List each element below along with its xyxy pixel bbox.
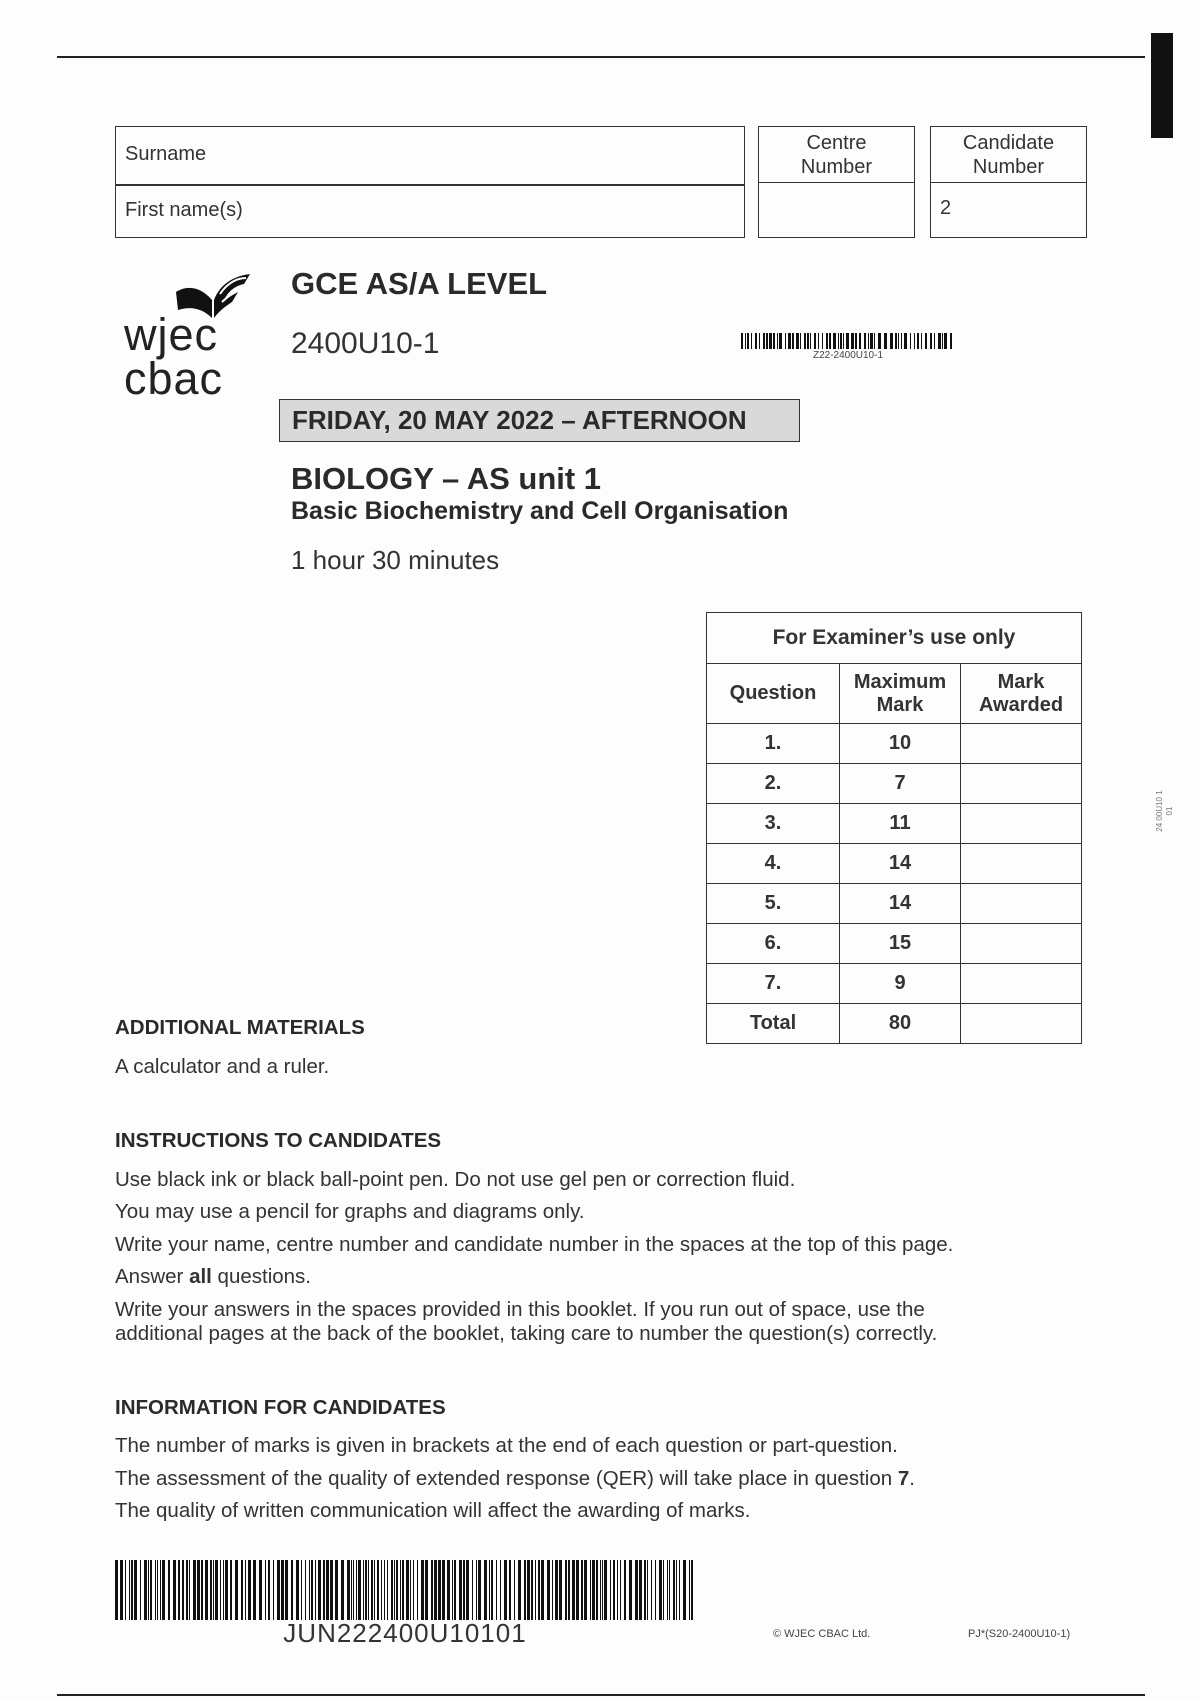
name-box [115, 126, 745, 238]
table-row [707, 804, 1082, 844]
first-names-label: First name(s) [125, 199, 243, 221]
top-rule [57, 56, 1145, 58]
table-row [707, 844, 1082, 884]
additional-materials-heading: ADDITIONAL MATERIALS [115, 1016, 365, 1039]
total-label: Total [707, 1004, 840, 1044]
information-line: The number of marks is given in brackets at the end of each question or part-question. [115, 1434, 898, 1457]
copyright-notice: © WJEC CBAC Ltd. [773, 1628, 871, 1640]
examiner-marks-table [706, 612, 1082, 1044]
bottom-rule [57, 1694, 1145, 1696]
information-heading: INFORMATION FOR CANDIDATES [115, 1396, 446, 1419]
information-text: . [909, 1467, 915, 1490]
side-code-line1: 24 00U10 1 [1155, 790, 1164, 832]
side-code [1150, 778, 1180, 844]
document-reference: PJ*(S20-2400U10-1) [968, 1628, 1071, 1640]
table-total-row [707, 1004, 1082, 1044]
question-number: 3. [707, 804, 840, 844]
instruction-line: You may use a pencil for graphs and diagrams only. [115, 1200, 585, 1223]
table-header-row [707, 664, 1082, 724]
question-number: 4. [707, 844, 840, 884]
max-mark: 15 [840, 924, 961, 964]
max-mark: 14 [840, 884, 961, 924]
subject-title: BIOLOGY – AS unit 1 [291, 461, 602, 496]
question-number: 5. [707, 884, 840, 924]
information-emphasis: 7 [897, 1467, 910, 1490]
question-number: 2. [707, 764, 840, 804]
col-header-mark-awarded [961, 664, 1082, 724]
paper-code: 2400U10-1 [291, 327, 440, 360]
instruction-line: Write your answers in the spaces provided in this booklet. If you run out of space, use the [115, 1298, 925, 1321]
centre-number-label-box [758, 126, 915, 183]
additional-materials-text: A calculator and a ruler. [115, 1055, 330, 1078]
instruction-emphasis: all [189, 1265, 212, 1288]
centre-number-label-line1: Centre [806, 132, 867, 154]
mark-awarded-cell[interactable] [961, 764, 1082, 804]
instruction-line: Use black ink or black ball-point pen. Do not use gel pen or correction fluid. [115, 1168, 796, 1191]
information-line: The quality of written communication will affect the awarding of marks. [115, 1499, 751, 1522]
col-header-awarded-line1: Mark [997, 670, 1045, 693]
max-mark: 9 [840, 964, 961, 1004]
table-row [707, 724, 1082, 764]
surname-label: Surname [125, 143, 207, 165]
exam-duration: 1 hour 30 minutes [291, 545, 500, 575]
table-row [707, 924, 1082, 964]
main-barcode-text: JUN222400U10101 [283, 1618, 527, 1648]
candidate-number-value: 2 [940, 197, 952, 219]
first-names-field[interactable] [256, 185, 744, 237]
exam-date-banner: FRIDAY, 20 MAY 2022 – AFTERNOON [279, 399, 800, 442]
logo-text-cbac: cbac [124, 353, 224, 404]
instruction-line [115, 1265, 311, 1289]
col-header-max-mark [840, 664, 961, 724]
table-caption-row [707, 613, 1082, 664]
max-mark: 14 [840, 844, 961, 884]
max-mark: 11 [840, 804, 961, 844]
total-awarded-cell[interactable] [961, 1004, 1082, 1044]
mark-awarded-cell[interactable] [961, 724, 1082, 764]
candidate-number-label-line2: Number [972, 156, 1045, 178]
col-header-question: Question [707, 664, 840, 724]
table-row [707, 964, 1082, 1004]
mark-awarded-cell[interactable] [961, 804, 1082, 844]
instruction-line: Write your name, centre number and candidate number in the spaces at the top of this page. [115, 1233, 954, 1256]
col-header-max-line1: Maximum [853, 670, 947, 693]
logo-text-wjec: wjec [124, 309, 219, 360]
unit-title: Basic Biochemistry and Cell Organisation [291, 497, 789, 525]
table-row [707, 884, 1082, 924]
mark-awarded-cell[interactable] [961, 964, 1082, 1004]
candidate-number-field[interactable] [930, 182, 1087, 238]
information-line [115, 1467, 915, 1491]
side-tab-marker [1151, 33, 1173, 138]
table-row [707, 764, 1082, 804]
instruction-text: Answer [115, 1265, 190, 1288]
instruction-text: questions. [211, 1265, 312, 1288]
small-barcode-text: Z22-2400U10-1 [812, 350, 884, 361]
mark-awarded-cell[interactable] [961, 924, 1082, 964]
mark-awarded-cell[interactable] [961, 844, 1082, 884]
surname-field[interactable] [216, 127, 744, 184]
candidate-number-label-box [930, 126, 1087, 183]
instructions-heading: INSTRUCTIONS TO CANDIDATES [115, 1129, 442, 1152]
small-barcode [741, 333, 955, 349]
question-number: 6. [707, 924, 840, 964]
col-header-awarded-line2: Awarded [978, 693, 1064, 716]
candidate-number-label-line1: Candidate [962, 132, 1055, 154]
max-mark: 10 [840, 724, 961, 764]
qualification-level: GCE AS/A LEVEL [291, 266, 548, 301]
wjec-cbac-logo [124, 270, 254, 404]
question-number: 7. [707, 964, 840, 1004]
question-number: 1. [707, 724, 840, 764]
instruction-line: additional pages at the back of the booklet, taking care to number the question(s) correctly. [115, 1322, 938, 1345]
total-max-mark: 80 [840, 1004, 961, 1044]
main-barcode [115, 1560, 695, 1620]
side-code-line2: 01 [1165, 806, 1174, 816]
table-caption: For Examiner’s use only [707, 613, 1082, 664]
centre-number-field[interactable] [758, 182, 915, 238]
mark-awarded-cell[interactable] [961, 884, 1082, 924]
col-header-max-line2: Mark [876, 693, 924, 716]
information-text: The assessment of the quality of extended response (QER) will take place in question [115, 1467, 898, 1490]
centre-number-label-line2: Number [800, 156, 873, 178]
max-mark: 7 [840, 764, 961, 804]
